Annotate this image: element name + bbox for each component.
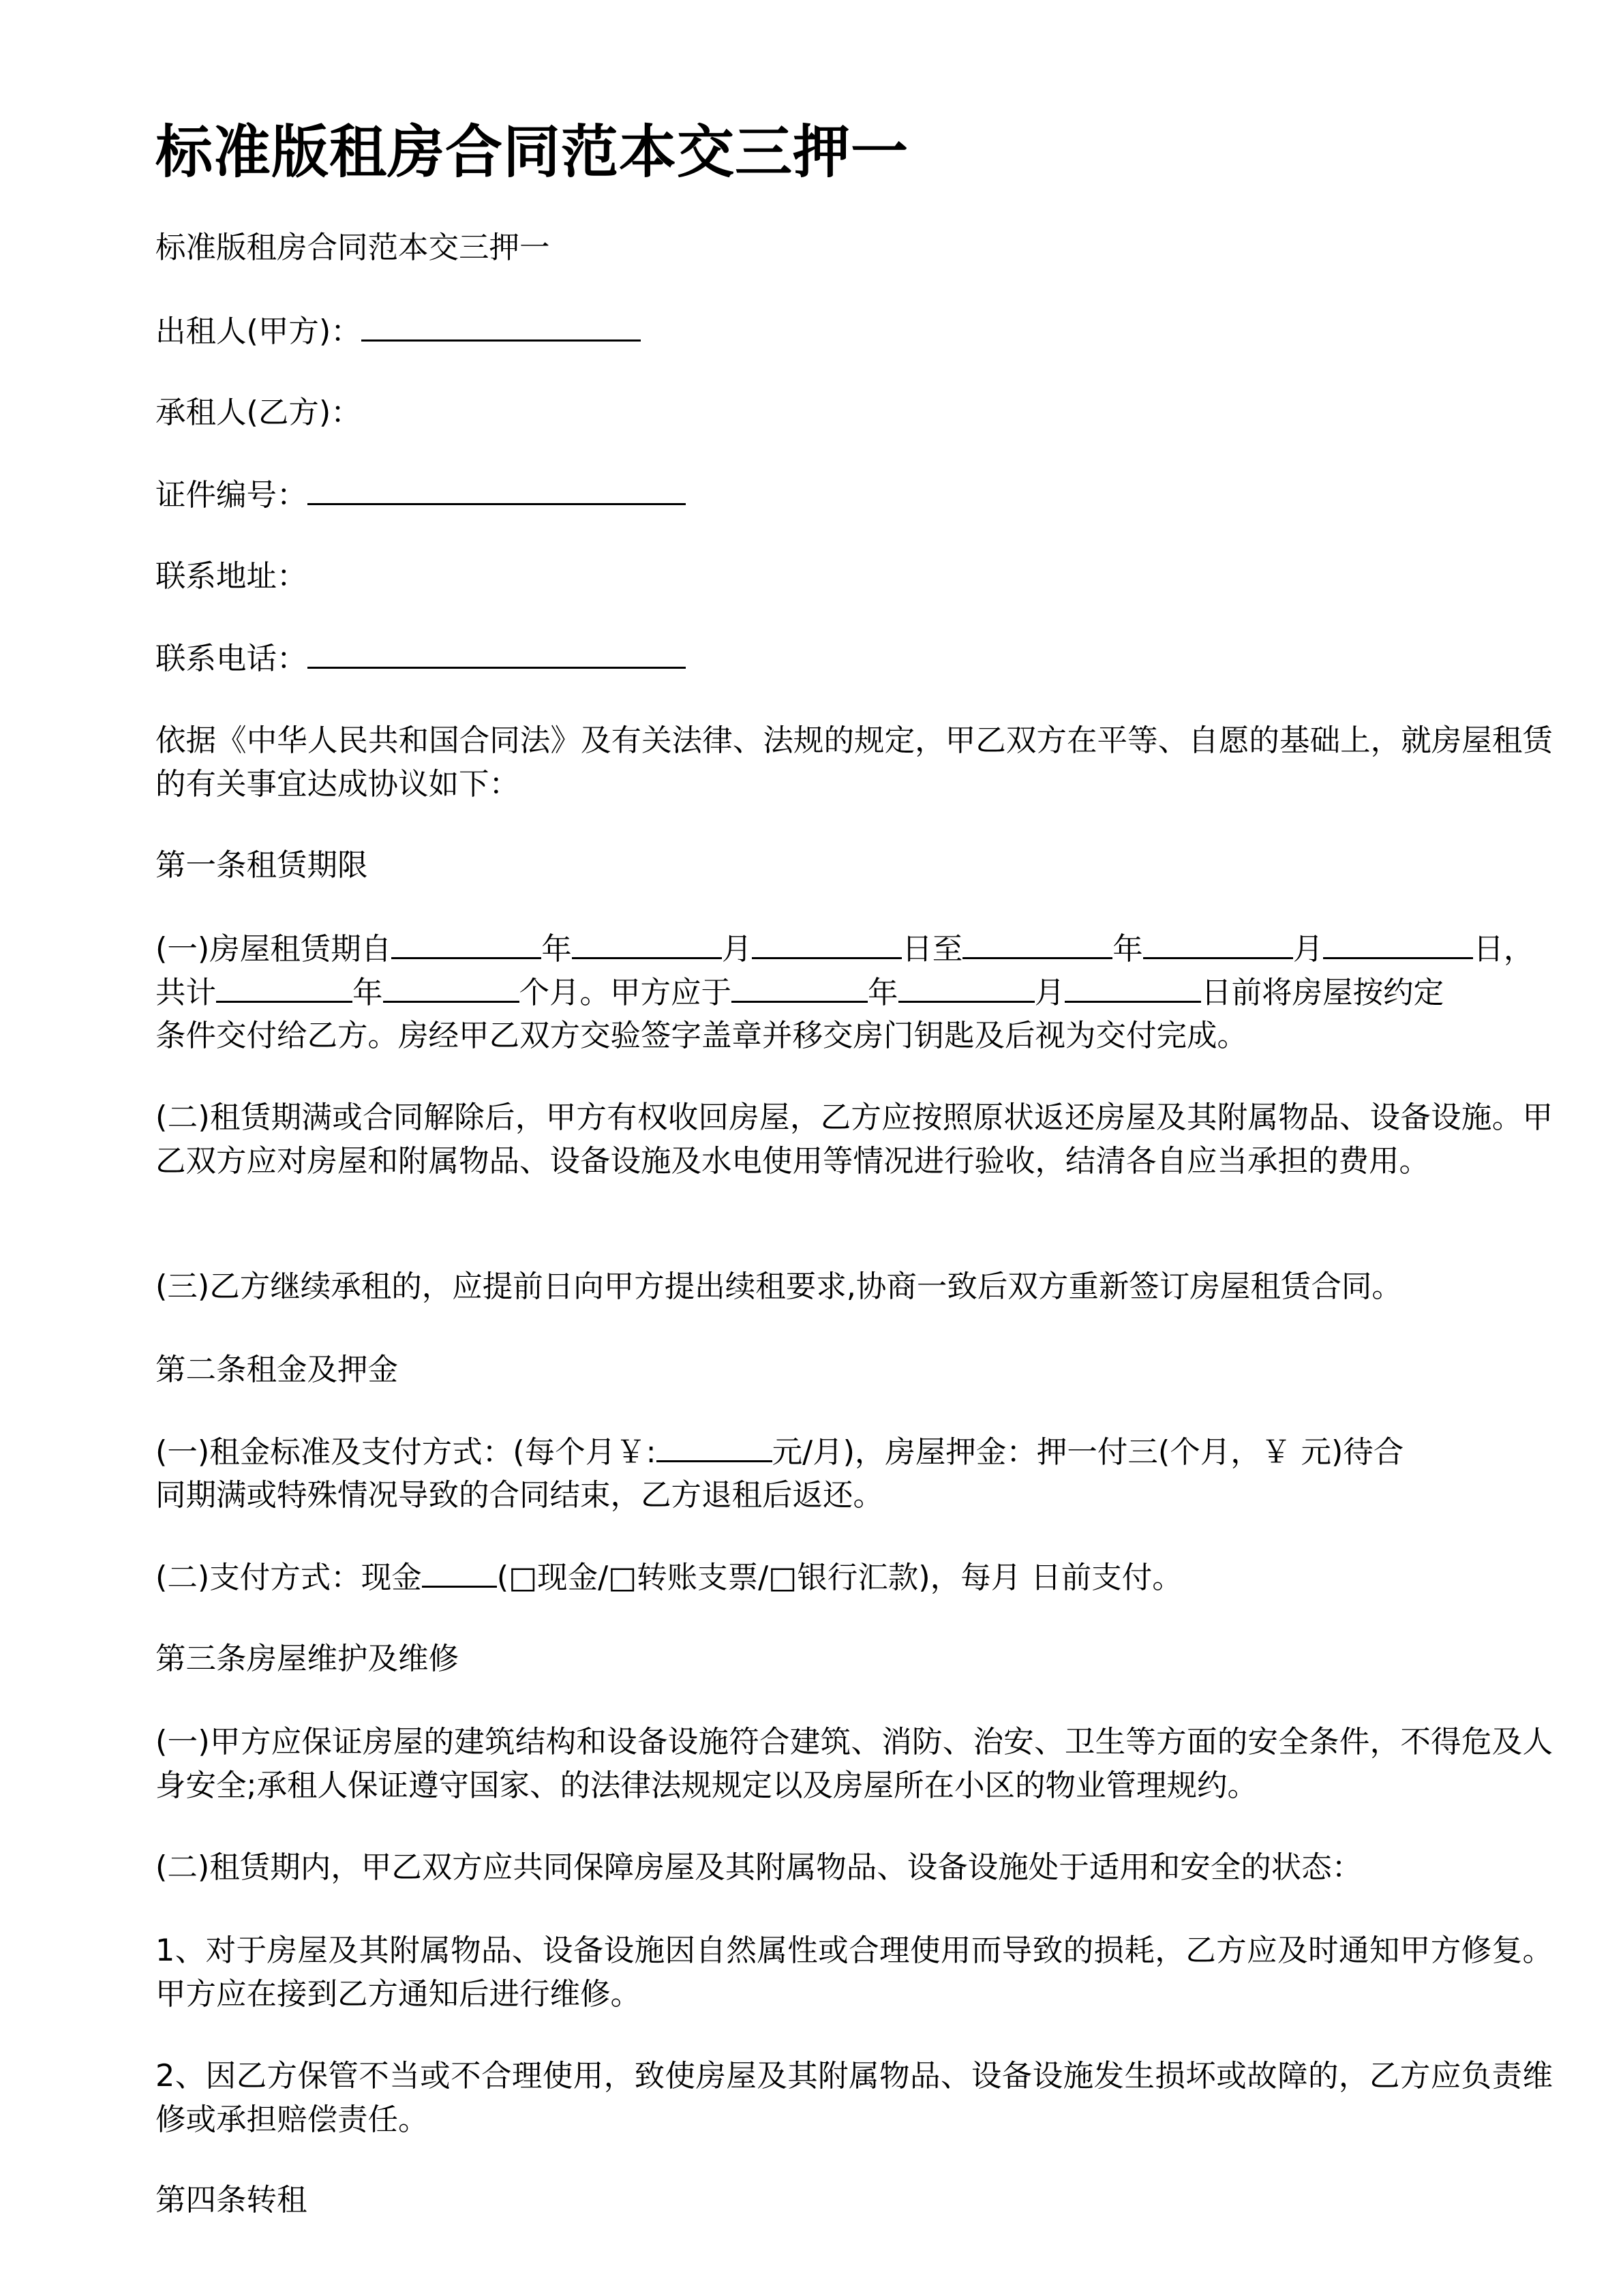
article3-item2: 2、因乙方保管不当或不合理使用，致使房屋及其附属物品、设备设施发生损坏或故障的，乙方应负责维修或承担赔偿责任。 (155, 2059, 1553, 2137)
article1-clause3: (三)乙方继续承租的，应提前日向甲方提出续租要求,协商一致后双方重新签订房屋租赁合同。 (155, 1269, 1402, 1304)
start-year-blank[interactable] (391, 927, 541, 959)
document-title: 标准版租房合同范本交三押一 (155, 119, 909, 185)
rent-amount-blank[interactable] (656, 1430, 772, 1462)
address-label: 联系地址： (155, 559, 307, 594)
clause-text: 年 (352, 976, 383, 1010)
id-number-line (155, 473, 686, 517)
payment-method-blank[interactable] (422, 1556, 497, 1588)
delivery-month-blank[interactable] (898, 971, 1035, 1003)
intro-paragraph: 依据《中华人民共和国合同法》及有关法律、法规的规定，甲乙双方在平等、自愿的基础上，就房屋租赁的有关事宜达成协议如下： (155, 723, 1553, 802)
clause-text: (一)房屋租赁期自 (155, 932, 392, 967)
document-subtitle: 标准版租房合同范本交三押一 (155, 230, 550, 265)
article2-heading: 第二条租金及押金 (155, 1353, 399, 1387)
article1-clause1-line2 (155, 971, 1444, 1015)
clause-text: 月 (1292, 932, 1324, 967)
article1-heading: 第一条租赁期限 (155, 848, 368, 883)
phone-line (155, 637, 686, 681)
clause-text: 日前将房屋按约定 (1201, 976, 1444, 1010)
article1-clause1-line1 (155, 927, 1534, 971)
clause-text: 共计 (155, 976, 217, 1010)
article3-clause1: (一)甲方应保证房屋的建筑结构和设备设施符合建筑、消防、治安、卫生等方面的安全条件，不得危及人身安全;承租人保证遵守国家、的法律法规规定以及房屋所在小区的物业管理规约。 (155, 1725, 1553, 1803)
article3-item1: 1、对于房屋及其附属物品、设备设施因自然属性或合理使用而导致的损耗，乙方应及时通知甲方修复。甲方应在接到乙方通知后进行维修。 (155, 1933, 1553, 2012)
article2-clause1-line2: 同期满或特殊情况导致的合同结束，乙方退租后返还。 (155, 1478, 884, 1513)
clause-text: (二)支付方式：现金 (155, 1560, 422, 1595)
clause-text: 月 (1034, 976, 1065, 1010)
start-month-blank[interactable] (572, 927, 722, 959)
delivery-year-blank[interactable] (731, 971, 868, 1003)
clause-text: 个月。甲方应于 (519, 976, 732, 1010)
clause-text: 年 (1112, 932, 1143, 967)
clause-text: 元/月)，房屋押金：押一付三(个月，￥ 元)待合 (772, 1435, 1404, 1470)
end-day-blank[interactable] (1323, 927, 1473, 959)
clause-text: (一)租金标准及支付方式：(每个月￥: (155, 1435, 656, 1470)
clause-text: (□现金/□转账支票/□银行汇款)，每月 日前支付。 (496, 1560, 1183, 1595)
article2-clause1-line1 (155, 1430, 1404, 1475)
article2-clause2 (155, 1556, 1183, 1600)
lessee-line (155, 391, 361, 435)
article1-clause1-line3 (155, 1014, 1247, 1058)
id-number-blank[interactable] (307, 473, 686, 505)
clause-text: 年 (868, 976, 898, 1010)
phone-label: 联系电话： (155, 641, 307, 676)
term-year-blank[interactable] (216, 971, 352, 1003)
delivery-day-blank[interactable] (1065, 971, 1201, 1003)
phone-blank[interactable] (307, 637, 686, 669)
article3-clause2: (二)租赁期内，甲乙双方应共同保障房屋及其附属物品、设备设施处于适用和安全的状态： (155, 1850, 1363, 1885)
clause-text: 月 (721, 932, 753, 967)
article3-heading: 第三条房屋维护及维修 (155, 1642, 459, 1676)
clause-text: 日至 (902, 932, 963, 967)
address-line (155, 555, 307, 599)
end-year-blank[interactable] (962, 927, 1112, 959)
term-month-blank[interactable] (383, 971, 519, 1003)
clause-text: 年 (541, 932, 572, 967)
article4-heading: 第四条转租 (155, 2183, 307, 2218)
lessor-line (155, 309, 641, 354)
clause-text: 日， (1473, 932, 1534, 967)
lessee-label: 承租人(乙方)： (155, 395, 361, 430)
end-month-blank[interactable] (1143, 927, 1293, 959)
clause-text: 条件交付给乙方。房经甲乙双方交验签字盖章并移交房门钥匙及后视为交付完成。 (155, 1018, 1248, 1053)
id-number-label: 证件编号： (155, 478, 307, 513)
article1-clause2: (二)租赁期满或合同解除后，甲方有权收回房屋，乙方应按照原状返还房屋及其附属物品、设备设施。甲乙双方应对房屋和附属物品、设备设施及水电使用等情况进行验收，结清各自应当承担的费用。 (155, 1100, 1553, 1179)
lessor-blank[interactable] (361, 309, 641, 342)
lessor-label: 出租人(甲方)： (155, 314, 361, 349)
start-day-blank[interactable] (752, 927, 902, 959)
